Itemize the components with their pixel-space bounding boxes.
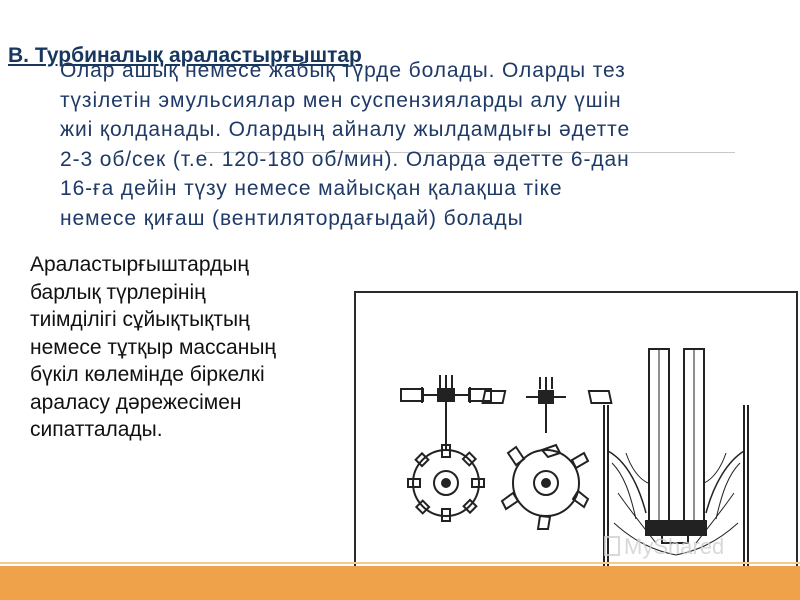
footer-bar [0, 566, 800, 600]
watermark-text: MyShared [624, 534, 725, 559]
slide-title: В. Турбиналық араластырғыштар [8, 44, 362, 67]
impeller-side-view-1 [401, 375, 491, 433]
impeller-top-view-1 [408, 433, 484, 521]
side-paragraph: Араластырғыштардың барлық түрлерінің тиімділігі сұйықтықтың немесе тұтқыр массаның бүкіл көлемінде біркелкі араласу дәрежесімен сипатталады. [30, 253, 277, 441]
watermark [604, 534, 724, 560]
footer-accent-line [0, 562, 800, 564]
main-paragraph: Олар ашық немесе жабық түрде болады. Оларды тез түзілетін эмульсиялар мен суспензияларды алу үшін жиі қолданады. Олардың айналу жылдамдығы әдетте 2-3 об/сек (т.е. 120-180 об/мин). Оларда әдетте 6-дан 16-ға дейін түзу немесе майысқан қалақша тіке немесе қиғаш (вентилятордағыдай) болады [60, 59, 631, 230]
watermark-logo-icon [604, 536, 620, 556]
turbine-mixer-diagram [356, 293, 800, 598]
impeller-side-view-2 [483, 377, 612, 433]
turbine-mixers-figure [354, 291, 798, 596]
impeller-top-view-2 [502, 445, 588, 529]
